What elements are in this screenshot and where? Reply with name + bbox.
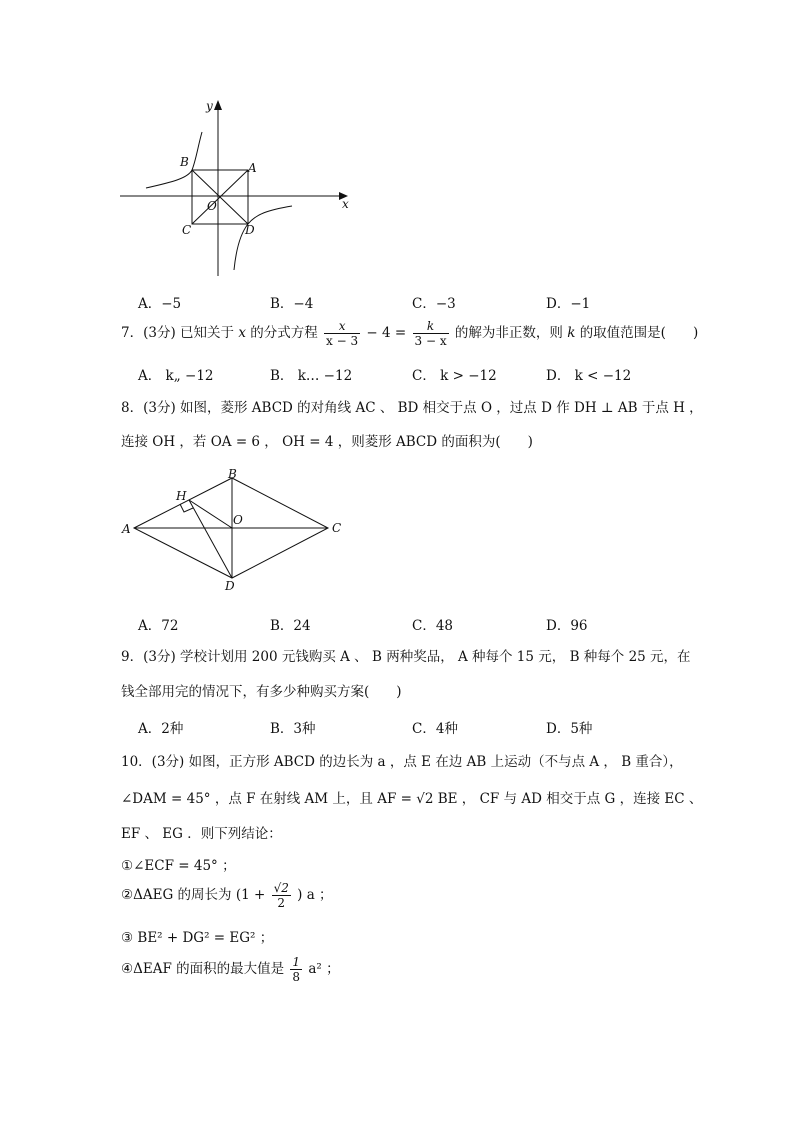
q8-figure: [118, 466, 358, 596]
label-d: D: [245, 223, 255, 237]
q9-stem-line-2: 钱全部用完的情况下，有多少种购买方案( ): [121, 684, 402, 700]
q8-option-a: A．72: [138, 618, 179, 634]
q8-stem-line-2: 连接 OH ，若 OA = 6 ， OH = 4 ，则菱形 ABCD 的面积为( ): [121, 434, 533, 450]
q9-option-b: B．3种: [270, 721, 316, 737]
hyperbola-branch-upper-left: [146, 132, 202, 188]
q10-conclusion-3: ③ BE² + DG² = EG² ；: [121, 930, 274, 946]
q9-option-d: D．5种: [546, 721, 593, 737]
q6-option-a: A．−5: [138, 296, 182, 312]
label-o: O: [207, 199, 217, 213]
sqrt-two: √2: [416, 791, 434, 807]
q10-stem-line-1: 10．(3分) 如图，正方形 ABCD 的边长为 a ，点 E 在边 AB 上运动（不与点 A ， B 重合），: [121, 754, 683, 770]
q6-option-b: B．−4: [270, 296, 314, 312]
label-x: x: [342, 197, 349, 211]
label-c: C: [332, 521, 342, 535]
q8-option-c: C．48: [412, 618, 454, 634]
label-d: D: [225, 579, 235, 593]
label-c: C: [182, 223, 192, 237]
y-axis-arrow: [214, 100, 222, 110]
label-b: B: [228, 467, 237, 481]
label-b: B: [180, 155, 189, 169]
q10-fraction-1-over-8: $\frac{1}{8}$: [292, 955, 301, 984]
q10-conclusion-4: ④ΔEAF 的面积的最大值是 $\frac{1}{8}$ a² ；: [121, 955, 340, 984]
q6-option-d: D．−1: [546, 296, 591, 312]
right-angle-mark: [180, 504, 193, 512]
label-a: A: [122, 522, 131, 536]
q9-stem-line-1: 9．(3分) 学校计划用 200 元钱购买 A 、 B 两种奖品， A 种每个 15 元， B 种每个 25 元，在: [121, 649, 691, 665]
q7-stem: 7．(3分) 已知关于 x 的分式方程 $\frac{x}{x - 3}$ − 4 = $\frac{k}{3 - x}$ 的解为非正数，则 k 的取值范围是( ): [121, 319, 699, 348]
label-y: y: [206, 99, 213, 113]
hyperbola-branch-lower-right: [234, 206, 292, 270]
q8-option-d: D．96: [546, 618, 588, 634]
segment-dh: [189, 500, 232, 578]
q6-option-c: C．−3: [412, 296, 456, 312]
q10-stem-line-2: ∠DAM = 45° ，点 F 在射线 AM 上，且 AF = √2 BE ， CF 与 AD 相交于点 G ，连接 EC 、: [121, 791, 703, 807]
label-o: O: [233, 513, 243, 527]
q9-option-a: A．2种: [138, 721, 184, 737]
q10-stem-line-3: EF 、 EG ．则下列结论：: [121, 826, 282, 842]
q7-option-d: D． k < −12: [546, 368, 632, 384]
q10-conclusion-1: ①∠ECF = 45° ；: [121, 858, 236, 874]
q7-fraction-1: $\frac{x}{x - 3}$: [326, 319, 359, 348]
q7-option-c: C． k > −12: [412, 368, 497, 384]
q6-figure: [118, 96, 358, 280]
q9-option-c: C．4种: [412, 721, 458, 737]
q8-stem-line-1: 8．(3分) 如图，菱形 ABCD 的对角线 AC 、 BD 相交于点 O ，过点 D 作 DH ⊥ AB 于点 H ，: [121, 400, 703, 416]
q7-fraction-2: $\frac{k}{3 - x}$: [414, 319, 447, 348]
label-h: H: [176, 489, 187, 503]
q8-option-b: B．24: [270, 618, 311, 634]
segment-oh: [189, 500, 232, 528]
q10-conclusion-2: ②ΔAEG 的周长为 (1 + $\frac{√2}{2}$ ) a ；: [121, 881, 333, 910]
q10-fraction-sqrt2-over-2: $\frac{√2}{2}$: [273, 881, 289, 910]
q7-option-b: B． k… −12: [270, 368, 353, 384]
q7-option-a: A． k„ −12: [138, 368, 214, 384]
label-a: A: [248, 161, 257, 175]
